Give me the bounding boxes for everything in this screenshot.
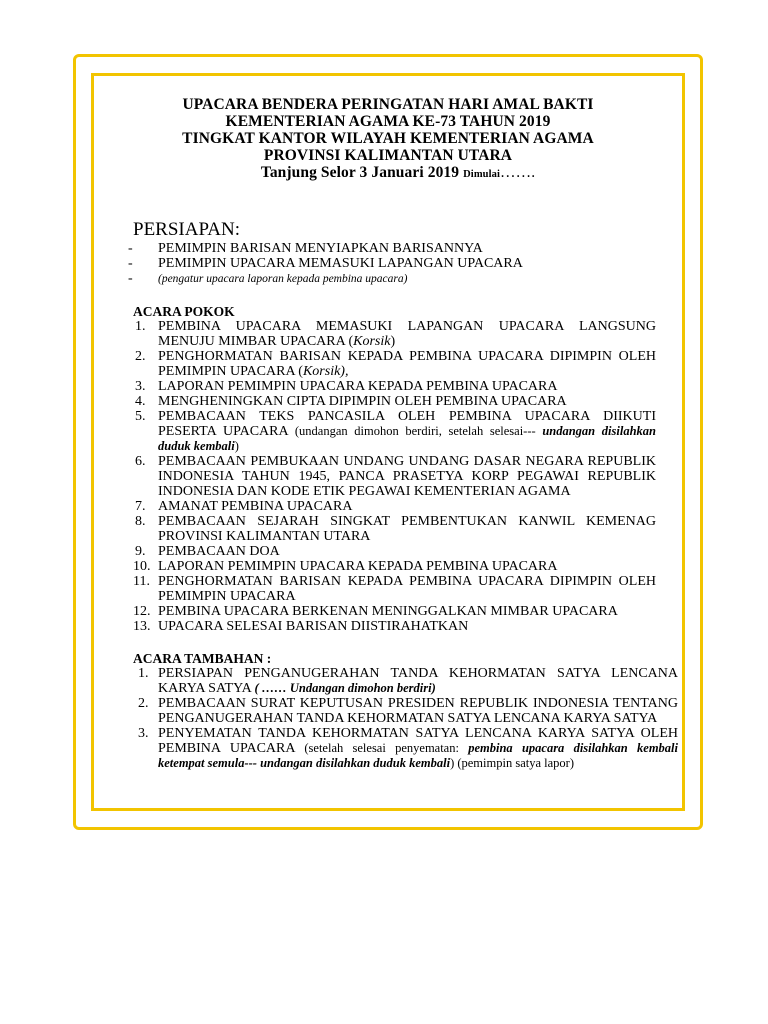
acara-pokok-item: 6. PEMBACAAN PEMBUKAAN UNDANG UNDANG DASAR NEGARA REPUBLIK INDONESIA TAHUN 1945, PANCA PRASETYA KORP PEGAWAI REPUBLIK INDONESIA DAN KODE ETIK PEGAWAI KEMENTERIAN AGAMA bbox=[135, 454, 656, 499]
persiapan-item-text: (pengatur upacara laporan kepada pembina upacara) bbox=[158, 273, 408, 285]
acara-tambahan-list bbox=[120, 666, 680, 771]
persiapan-item: - (pengatur upacara laporan kepada pembina upacara) bbox=[128, 271, 408, 286]
header-line-4: PROVINSI KALIMANTAN UTARA bbox=[263, 147, 513, 164]
header-line-2: KEMENTERIAN AGAMA KE-73 TAHUN 2019 bbox=[225, 113, 551, 130]
acara-pokok-item: 10. LAPORAN PEMIMPIN UPACARA KEPADA PEMBINA UPACARA bbox=[133, 559, 558, 574]
acara-pokok-item: 7. AMANAT PEMBINA UPACARA bbox=[135, 499, 353, 514]
persiapan-item: - PEMIMPIN UPACARA MEMASUKI LAPANGAN UPACARA bbox=[128, 256, 523, 271]
acara-pokok-list bbox=[120, 319, 680, 634]
acara-pokok-item: 9. PEMBACAAN DOA bbox=[135, 544, 280, 559]
header-line-1: UPACARA BENDERA PERINGATAN HARI AMAL BAKTI bbox=[182, 96, 594, 113]
acara-pokok-item: 4. MENGHENINGKAN CIPTA DIPIMPIN OLEH PEMBINA UPACARA bbox=[135, 394, 567, 409]
header-date: Tanjung Selor 3 Januari 2019 bbox=[260, 164, 460, 181]
acara-tambahan-item: 2. PEMBACAAN SURAT KEPUTUSAN PRESIDEN REPUBLIK INDONESIA TENTANG PENGANUGERAHAN TANDA KEHORMATAN SATYA LENCANA KARYA SATYA bbox=[138, 696, 678, 726]
acara-tambahan-item: 3. PENYEMATAN TANDA KEHORMATAN SATYA LENCANA KARYA SATYA OLEH PEMBINA UPACARA (setelah selesai penyematan: pembina upacara disilahkan kembali ketempat semula--- undangan disilahkan duduk kembali) (pemimpin satya lapor) bbox=[138, 726, 678, 770]
acara-tambahan-title: ACARA TAMBAHAN : bbox=[133, 651, 272, 666]
persiapan-item: - PEMIMPIN BARISAN MENYIAPKAN BARISANNYA bbox=[128, 241, 483, 256]
acara-pokok-item: 5. PEMBACAAN TEKS PANCASILA OLEH PEMBINA UPACARA DIIKUTI PESERTA UPACARA (undangan dimohon berdiri, setelah selesai--- undangan disilahkan duduk kembali) bbox=[135, 409, 656, 453]
acara-pokok-item: 8. PEMBACAAN SEJARAH SINGKAT PEMBENTUKAN KANWIL KEMENAG PROVINSI KALIMANTAN UTARA bbox=[135, 514, 656, 544]
header-line-3: TINGKAT KANTOR WILAYAH KEMENTERIAN AGAMA bbox=[182, 130, 594, 147]
header-dots: ……. bbox=[500, 164, 536, 181]
acara-tambahan-item: 1. PERSIAPAN PENGANUGERAHAN TANDA KEHORMATAN SATYA LENCANA KARYA SATYA ( …… Undangan dimohon berdiri) bbox=[138, 666, 678, 696]
persiapan-item-text: PEMIMPIN UPACARA MEMASUKI LAPANGAN UPACARA bbox=[158, 256, 523, 271]
persiapan-item-text: PEMIMPIN BARISAN MENYIAPKAN BARISANNYA bbox=[158, 241, 483, 256]
acara-pokok-item: 1. PEMBINA UPACARA MEMASUKI LAPANGAN UPACARA LANGSUNG MENUJU MIMBAR UPACARA (Korsik) bbox=[135, 319, 656, 349]
acara-pokok-title: ACARA POKOK bbox=[133, 304, 235, 319]
persiapan-title: PERSIAPAN: bbox=[133, 219, 241, 240]
acara-pokok-item: 3. LAPORAN PEMIMPIN UPACARA KEPADA PEMBINA UPACARA bbox=[135, 379, 558, 394]
header-date-line bbox=[91, 164, 685, 183]
document-header bbox=[91, 96, 685, 183]
persiapan-list bbox=[120, 241, 680, 287]
document-body bbox=[120, 220, 680, 771]
acara-pokok-item: 13. UPACARA SELESAI BARISAN DIISTIRAHATKAN bbox=[133, 619, 469, 634]
acara-pokok-item: 12. PEMBINA UPACARA BERKENAN MENINGGALKAN MIMBAR UPACARA bbox=[133, 604, 618, 619]
acara-pokok-item: 2. PENGHORMATAN BARISAN KEPADA PEMBINA UPACARA DIPIMPIN OLEH PEMIMPIN UPACARA (Korsik), bbox=[135, 349, 656, 379]
acara-pokok-item: 11. PENGHORMATAN BARISAN KEPADA PEMBINA UPACARA DIPIMPIN OLEH PEMIMPIN UPACARA bbox=[133, 574, 656, 604]
header-dimulai: Dimulai bbox=[463, 169, 500, 180]
